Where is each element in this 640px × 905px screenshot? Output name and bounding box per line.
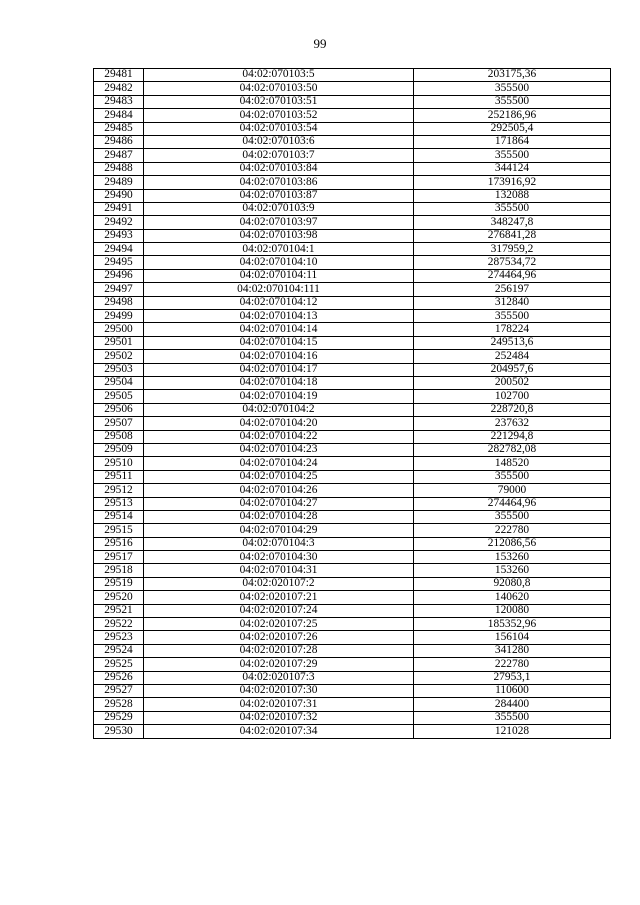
cadastral-number-cell: 04:02:070103:97 <box>144 216 414 229</box>
table-row <box>94 671 611 684</box>
cadastral-number-cell: 04:02:070104:11 <box>144 269 414 282</box>
row-number-cell: 29500 <box>94 323 144 336</box>
cadastral-number-cell: 04:02:070104:31 <box>144 564 414 577</box>
cadastral-number-cell: 04:02:020107:3 <box>144 671 414 684</box>
table-row <box>94 658 611 671</box>
row-number-cell: 29521 <box>94 604 144 617</box>
table-row <box>94 497 611 510</box>
cadastral-number-cell: 04:02:070103:50 <box>144 82 414 95</box>
table-row <box>94 604 611 617</box>
row-number-cell: 29528 <box>94 698 144 711</box>
value-cell: 212086,56 <box>414 537 611 550</box>
cadastral-number-cell: 04:02:020107:34 <box>144 725 414 738</box>
table-row <box>94 644 611 657</box>
value-cell: 79000 <box>414 484 611 497</box>
row-number-cell: 29490 <box>94 189 144 202</box>
value-cell: 221294,8 <box>414 430 611 443</box>
cadastral-number-cell: 04:02:070104:19 <box>144 390 414 403</box>
value-cell: 252484 <box>414 350 611 363</box>
table-row <box>94 243 611 256</box>
row-number-cell: 29489 <box>94 176 144 189</box>
table-row <box>94 457 611 470</box>
table-row <box>94 69 611 82</box>
row-number-cell: 29522 <box>94 618 144 631</box>
cadastral-number-cell: 04:02:070103:7 <box>144 149 414 162</box>
row-number-cell: 29484 <box>94 109 144 122</box>
table-row <box>94 109 611 122</box>
table-row <box>94 417 611 430</box>
cadastral-number-cell: 04:02:070104:17 <box>144 363 414 376</box>
cadastral-number-cell: 04:02:070103:86 <box>144 176 414 189</box>
table-body <box>94 69 611 739</box>
table-row <box>94 95 611 108</box>
row-number-cell: 29517 <box>94 551 144 564</box>
value-cell: 355500 <box>414 202 611 215</box>
cadastral-number-cell: 04:02:020107:26 <box>144 631 414 644</box>
value-cell: 178224 <box>414 323 611 336</box>
row-number-cell: 29508 <box>94 430 144 443</box>
row-number-cell: 29501 <box>94 336 144 349</box>
value-cell: 341280 <box>414 644 611 657</box>
value-cell: 173916,92 <box>414 176 611 189</box>
row-number-cell: 29486 <box>94 135 144 148</box>
cadastral-number-cell: 04:02:070104:14 <box>144 323 414 336</box>
table-row <box>94 698 611 711</box>
cadastral-number-cell: 04:02:070104:10 <box>144 256 414 269</box>
value-cell: 148520 <box>414 457 611 470</box>
table-row <box>94 484 611 497</box>
cadastral-number-cell: 04:02:070103:9 <box>144 202 414 215</box>
value-cell: 355500 <box>414 711 611 724</box>
cadastral-number-cell: 04:02:070104:27 <box>144 497 414 510</box>
table-row <box>94 470 611 483</box>
table-row <box>94 551 611 564</box>
row-number-cell: 29499 <box>94 310 144 323</box>
value-cell: 249513,6 <box>414 336 611 349</box>
cadastral-number-cell: 04:02:020107:24 <box>144 604 414 617</box>
value-cell: 274464,96 <box>414 497 611 510</box>
cadastral-number-cell: 04:02:020107:31 <box>144 698 414 711</box>
cadastral-number-cell: 04:02:020107:30 <box>144 684 414 697</box>
cadastral-number-cell: 04:02:070104:24 <box>144 457 414 470</box>
value-cell: 344124 <box>414 162 611 175</box>
value-cell: 256197 <box>414 283 611 296</box>
row-number-cell: 29525 <box>94 658 144 671</box>
table-row <box>94 684 611 697</box>
value-cell: 203175,36 <box>414 69 611 82</box>
value-cell: 355500 <box>414 310 611 323</box>
table-row <box>94 618 611 631</box>
table-row <box>94 631 611 644</box>
table-row <box>94 363 611 376</box>
table-row <box>94 122 611 135</box>
row-number-cell: 29515 <box>94 524 144 537</box>
table-row <box>94 564 611 577</box>
value-cell: 153260 <box>414 564 611 577</box>
row-number-cell: 29513 <box>94 497 144 510</box>
value-cell: 317959,2 <box>414 243 611 256</box>
table-row <box>94 269 611 282</box>
value-cell: 355500 <box>414 149 611 162</box>
row-number-cell: 29481 <box>94 69 144 82</box>
row-number-cell: 29488 <box>94 162 144 175</box>
value-cell: 276841,28 <box>414 229 611 242</box>
row-number-cell: 29511 <box>94 470 144 483</box>
table-row <box>94 283 611 296</box>
value-cell: 222780 <box>414 658 611 671</box>
row-number-cell: 29483 <box>94 95 144 108</box>
cadastral-number-cell: 04:02:070104:18 <box>144 376 414 389</box>
row-number-cell: 29482 <box>94 82 144 95</box>
table-row <box>94 162 611 175</box>
row-number-cell: 29492 <box>94 216 144 229</box>
cadastral-number-cell: 04:02:070103:51 <box>144 95 414 108</box>
value-cell: 282782,08 <box>414 443 611 456</box>
cadastral-number-cell: 04:02:020107:25 <box>144 618 414 631</box>
value-cell: 355500 <box>414 510 611 523</box>
table-row <box>94 202 611 215</box>
table-row <box>94 443 611 456</box>
value-cell: 27953,1 <box>414 671 611 684</box>
row-number-cell: 29505 <box>94 390 144 403</box>
table-row <box>94 256 611 269</box>
value-cell: 120080 <box>414 604 611 617</box>
row-number-cell: 29494 <box>94 243 144 256</box>
table-row <box>94 82 611 95</box>
table-row <box>94 229 611 242</box>
row-number-cell: 29514 <box>94 510 144 523</box>
table-row <box>94 524 611 537</box>
table-row <box>94 176 611 189</box>
cadastral-number-cell: 04:02:070104:13 <box>144 310 414 323</box>
cadastral-number-cell: 04:02:070103:54 <box>144 122 414 135</box>
value-cell: 284400 <box>414 698 611 711</box>
table-row <box>94 296 611 309</box>
value-cell: 355500 <box>414 470 611 483</box>
table-row <box>94 725 611 738</box>
row-number-cell: 29526 <box>94 671 144 684</box>
cadastral-number-cell: 04:02:070104:22 <box>144 430 414 443</box>
row-number-cell: 29520 <box>94 591 144 604</box>
cadastral-number-cell: 04:02:020107:2 <box>144 577 414 590</box>
cadastral-number-cell: 04:02:070104:1 <box>144 243 414 256</box>
cadastral-number-cell: 04:02:070104:23 <box>144 443 414 456</box>
row-number-cell: 29506 <box>94 403 144 416</box>
row-number-cell: 29509 <box>94 443 144 456</box>
row-number-cell: 29529 <box>94 711 144 724</box>
table-row <box>94 510 611 523</box>
value-cell: 132088 <box>414 189 611 202</box>
table-row <box>94 591 611 604</box>
cadastral-number-cell: 04:02:070103:98 <box>144 229 414 242</box>
cadastral-number-cell: 04:02:070103:84 <box>144 162 414 175</box>
table-row <box>94 149 611 162</box>
row-number-cell: 29518 <box>94 564 144 577</box>
value-cell: 156104 <box>414 631 611 644</box>
table-row <box>94 350 611 363</box>
value-cell: 348247,8 <box>414 216 611 229</box>
cadastral-number-cell: 04:02:070104:29 <box>144 524 414 537</box>
value-cell: 222780 <box>414 524 611 537</box>
value-cell: 204957,6 <box>414 363 611 376</box>
cadastral-number-cell: 04:02:070103:52 <box>144 109 414 122</box>
row-number-cell: 29487 <box>94 149 144 162</box>
cadastral-number-cell: 04:02:070104:28 <box>144 510 414 523</box>
row-number-cell: 29523 <box>94 631 144 644</box>
table-row <box>94 403 611 416</box>
cadastral-number-cell: 04:02:070104:26 <box>144 484 414 497</box>
cadastral-number-cell: 04:02:070104:25 <box>144 470 414 483</box>
page-number: 99 <box>313 36 327 51</box>
row-number-cell: 29495 <box>94 256 144 269</box>
cadastral-value-table <box>93 68 611 739</box>
value-cell: 153260 <box>414 551 611 564</box>
value-cell: 287534,72 <box>414 256 611 269</box>
row-number-cell: 29524 <box>94 644 144 657</box>
value-cell: 355500 <box>414 95 611 108</box>
cadastral-number-cell: 04:02:020107:29 <box>144 658 414 671</box>
table-row <box>94 189 611 202</box>
value-cell: 252186,96 <box>414 109 611 122</box>
cadastral-number-cell: 04:02:070103:5 <box>144 69 414 82</box>
value-cell: 312840 <box>414 296 611 309</box>
value-cell: 292505,4 <box>414 122 611 135</box>
table-row <box>94 390 611 403</box>
table-row <box>94 323 611 336</box>
table-row <box>94 135 611 148</box>
row-number-cell: 29504 <box>94 376 144 389</box>
row-number-cell: 29507 <box>94 417 144 430</box>
value-cell: 200502 <box>414 376 611 389</box>
table-row <box>94 577 611 590</box>
cadastral-number-cell: 04:02:070104:30 <box>144 551 414 564</box>
row-number-cell: 29512 <box>94 484 144 497</box>
row-number-cell: 29485 <box>94 122 144 135</box>
table-row <box>94 537 611 550</box>
value-cell: 228720,8 <box>414 403 611 416</box>
table-row <box>94 310 611 323</box>
row-number-cell: 29497 <box>94 283 144 296</box>
value-cell: 92080,8 <box>414 577 611 590</box>
cadastral-number-cell: 04:02:020107:32 <box>144 711 414 724</box>
cadastral-number-cell: 04:02:070103:6 <box>144 135 414 148</box>
row-number-cell: 29516 <box>94 537 144 550</box>
cadastral-number-cell: 04:02:020107:21 <box>144 591 414 604</box>
table-row <box>94 376 611 389</box>
row-number-cell: 29530 <box>94 725 144 738</box>
row-number-cell: 29527 <box>94 684 144 697</box>
table-row <box>94 216 611 229</box>
cadastral-number-cell: 04:02:070104:16 <box>144 350 414 363</box>
table-row <box>94 336 611 349</box>
cadastral-number-cell: 04:02:070104:3 <box>144 537 414 550</box>
row-number-cell: 29510 <box>94 457 144 470</box>
row-number-cell: 29493 <box>94 229 144 242</box>
cadastral-number-cell: 04:02:070104:2 <box>144 403 414 416</box>
row-number-cell: 29519 <box>94 577 144 590</box>
table-row <box>94 711 611 724</box>
table-row <box>94 430 611 443</box>
row-number-cell: 29503 <box>94 363 144 376</box>
row-number-cell: 29491 <box>94 202 144 215</box>
value-cell: 102700 <box>414 390 611 403</box>
value-cell: 274464,96 <box>414 269 611 282</box>
cadastral-number-cell: 04:02:020107:28 <box>144 644 414 657</box>
cadastral-number-cell: 04:02:070103:87 <box>144 189 414 202</box>
value-cell: 237632 <box>414 417 611 430</box>
row-number-cell: 29502 <box>94 350 144 363</box>
value-cell: 121028 <box>414 725 611 738</box>
cadastral-number-cell: 04:02:070104:12 <box>144 296 414 309</box>
row-number-cell: 29496 <box>94 269 144 282</box>
value-cell: 140620 <box>414 591 611 604</box>
cadastral-number-cell: 04:02:070104:20 <box>144 417 414 430</box>
value-cell: 185352,96 <box>414 618 611 631</box>
row-number-cell: 29498 <box>94 296 144 309</box>
value-cell: 355500 <box>414 82 611 95</box>
value-cell: 171864 <box>414 135 611 148</box>
cadastral-number-cell: 04:02:070104:111 <box>144 283 414 296</box>
value-cell: 110600 <box>414 684 611 697</box>
cadastral-number-cell: 04:02:070104:15 <box>144 336 414 349</box>
